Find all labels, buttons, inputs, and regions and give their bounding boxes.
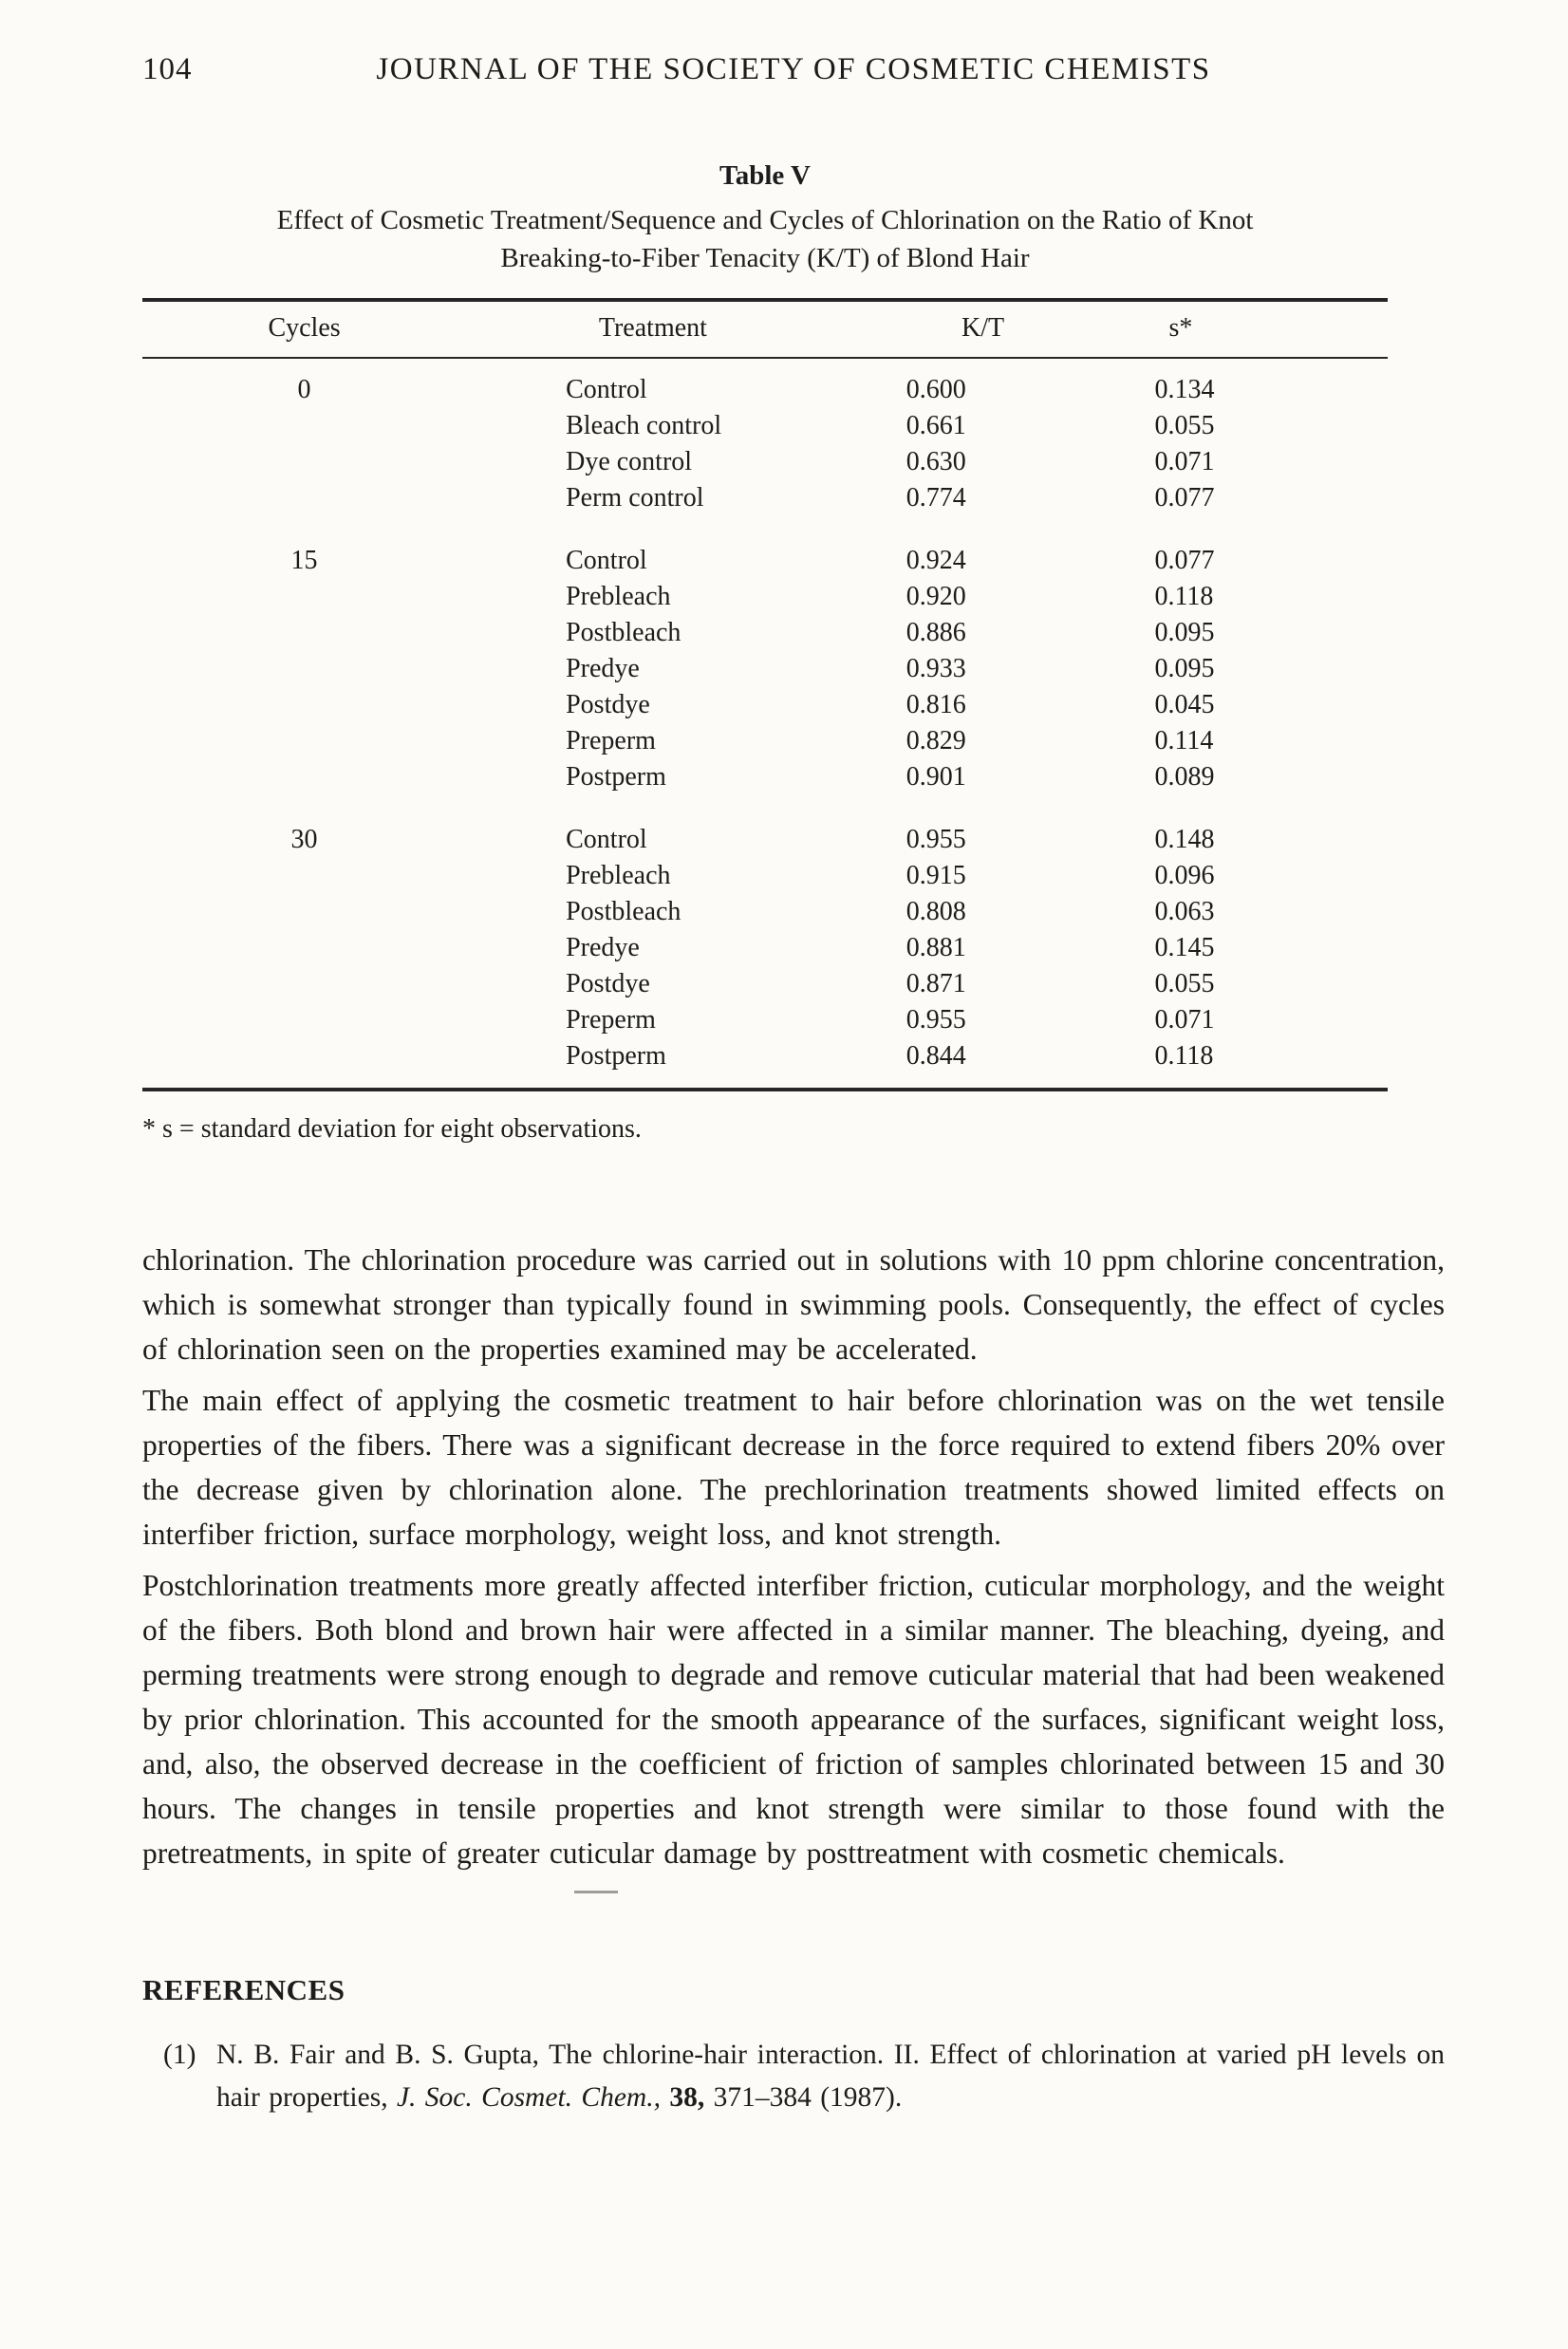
cycles-cell xyxy=(142,1038,466,1090)
s-cell: 0.145 xyxy=(1154,933,1215,962)
treatment-cell: Postbleach xyxy=(566,897,681,926)
table-row xyxy=(142,930,1388,966)
s-cell: 0.071 xyxy=(1154,1005,1215,1035)
s-cell: 0.134 xyxy=(1154,375,1215,404)
treatment-cell: Control xyxy=(566,825,647,854)
table-row xyxy=(142,615,1388,651)
table-row xyxy=(142,795,1388,858)
cycles-cell xyxy=(142,723,466,759)
s-cell: 0.063 xyxy=(1154,897,1215,926)
s-cell: 0.089 xyxy=(1154,762,1215,792)
s-cell: 0.114 xyxy=(1154,726,1214,755)
body-paragraph: chlorination. The chlorination procedure was carried out in solutions with 10 ppm chlorine concentration, which is somewhat stronger than typically found in swimming pools. Consequently, the effect of cycles of chlorination seen on the properties examined may be accelerated. xyxy=(142,1243,1445,1366)
table-row xyxy=(142,858,1388,894)
table-row xyxy=(142,444,1388,480)
table-row xyxy=(142,480,1388,516)
s-cell: 0.077 xyxy=(1154,483,1215,513)
kt-cell: 0.774 xyxy=(905,483,966,513)
results-table-body xyxy=(142,358,1388,1090)
reference-pages-year: 371–384 (1987). xyxy=(713,2082,903,2113)
cycles-cell xyxy=(142,615,466,651)
s-cell: 0.118 xyxy=(1154,582,1214,611)
table-row xyxy=(142,1038,1388,1090)
reference-volume: 38, xyxy=(669,2082,714,2113)
header-row xyxy=(142,300,1388,358)
references-heading: REFERENCES xyxy=(142,1973,345,2006)
s-cell: 0.055 xyxy=(1154,411,1215,440)
table-v-section xyxy=(142,160,1388,1145)
s-cell: 0.045 xyxy=(1154,690,1215,719)
references-section xyxy=(142,1973,1445,2119)
reference-journal-name: J. Soc. Cosmet. Chem., xyxy=(396,2082,670,2113)
table-row xyxy=(142,408,1388,444)
kt-cell: 0.829 xyxy=(905,726,966,755)
kt-cell: 0.901 xyxy=(905,762,966,792)
kt-cell: 0.933 xyxy=(905,654,966,683)
treatment-cell: Predye xyxy=(566,654,640,683)
treatment-cell: Perm control xyxy=(566,483,704,513)
kt-cell: 0.816 xyxy=(905,690,966,719)
results-table-header xyxy=(142,300,1388,358)
column-header-cycles: Cycles xyxy=(268,313,341,343)
kt-cell: 0.955 xyxy=(905,1005,966,1035)
column-header-kt: K/T xyxy=(961,313,1005,343)
treatment-cell: Prebleach xyxy=(566,861,671,890)
table-row xyxy=(142,894,1388,930)
treatment-cell: Preperm xyxy=(566,726,656,755)
table-row xyxy=(142,759,1388,795)
treatment-cell: Prebleach xyxy=(566,582,671,611)
cycles-cell: 30 xyxy=(290,825,318,854)
cycles-cell xyxy=(142,894,466,930)
table-title: Table V xyxy=(719,160,811,191)
table-row xyxy=(142,516,1388,579)
article-body xyxy=(142,1238,1445,1893)
cycles-cell xyxy=(142,687,466,723)
table-caption-line-2: Breaking-to-Fiber Tenacity (K/T) of Blond Hair xyxy=(500,243,1030,273)
s-cell: 0.077 xyxy=(1154,546,1215,575)
kt-cell: 0.886 xyxy=(905,618,966,647)
journal-header-title: JOURNAL OF THE SOCIETY OF COSMETIC CHEMISTS xyxy=(376,52,1211,86)
treatment-cell: Control xyxy=(566,546,647,575)
kt-cell: 0.881 xyxy=(905,933,966,962)
kt-cell: 0.661 xyxy=(905,411,966,440)
treatment-cell: Preperm xyxy=(566,1005,656,1035)
table-row xyxy=(142,358,1388,408)
cycles-cell: 15 xyxy=(290,546,318,575)
cycles-cell xyxy=(142,966,466,1002)
kt-cell: 0.871 xyxy=(905,969,966,998)
cycles-cell xyxy=(142,480,466,516)
table-caption xyxy=(142,201,1388,277)
page-number: 104 xyxy=(142,52,193,86)
table-row xyxy=(142,966,1388,1002)
kt-cell: 0.924 xyxy=(905,546,966,575)
cycles-cell xyxy=(142,579,466,615)
results-table xyxy=(142,298,1388,1091)
kt-cell: 0.920 xyxy=(905,582,966,611)
table-row xyxy=(142,1002,1388,1038)
cycles-cell xyxy=(142,651,466,687)
reference-number: (1) xyxy=(163,2040,196,2070)
table-caption-line-1: Effect of Cosmetic Treatment/Sequence and Cycles of Chlorination on the Ratio of Knot xyxy=(276,205,1254,235)
table-row xyxy=(142,579,1388,615)
running-head xyxy=(142,52,1445,94)
cycles-cell xyxy=(142,408,466,444)
body-paragraph: Postchlorination treatments more greatly affected interfiber friction, cuticular morphology, and the weight of the fibers. Both blond and brown hair were affected in a similar manner. The bleaching, dyeing, and perming treatments were strong enough to degrade and remove cuticular material that had been weakened by prior chlorination. This accounted for the smooth appearance of the surfaces, significant weight loss, and, also, the observed decrease in the coefficient of friction of samples chlorinated between 15 and 30 hours. The changes in tensile properties and knot strength were similar to those found with the pretreatments, in spite of greater cuticular damage by posttreatment with cosmetic chemicals. xyxy=(142,1569,1445,1870)
column-header-s: s* xyxy=(1168,313,1193,343)
s-cell: 0.148 xyxy=(1154,825,1215,854)
treatment-cell: Postperm xyxy=(566,1041,666,1071)
treatment-cell: Postperm xyxy=(566,762,666,792)
body-paragraph: The main effect of applying the cosmetic treatment to hair before chlorination was on the wet tensile properties of the fibers. There was a significant decrease in the force required to extend fibers 20% over the decrease given by chlorination alone. The prechlorination treatments showed limited effects on interfiber friction, surface morphology, weight loss, and knot strength. xyxy=(142,1384,1445,1551)
treatment-cell: Control xyxy=(566,375,647,404)
cycles-cell xyxy=(142,858,466,894)
cycles-cell xyxy=(142,1002,466,1038)
treatment-cell: Dye control xyxy=(566,447,693,476)
s-cell: 0.095 xyxy=(1154,618,1215,647)
kt-cell: 0.844 xyxy=(905,1041,966,1071)
table-row xyxy=(142,651,1388,687)
s-cell: 0.096 xyxy=(1154,861,1215,890)
treatment-cell: Postbleach xyxy=(566,618,681,647)
treatment-cell: Postdye xyxy=(566,690,650,719)
s-cell: 0.055 xyxy=(1154,969,1215,998)
cycles-cell xyxy=(142,444,466,480)
cycles-cell xyxy=(142,759,466,795)
table-row xyxy=(142,687,1388,723)
table-footnote: * s = standard deviation for eight observations. xyxy=(142,1114,642,1144)
cycles-cell: 0 xyxy=(297,375,311,404)
reference-text-pre: N. B. Fair and B. S. Gupta, The chlorine-hair interaction. II. Effect of chlorination at varied pH levels on hair properties, xyxy=(216,2040,1445,2113)
scan-artifact-mark xyxy=(574,1891,618,1893)
kt-cell: 0.955 xyxy=(905,825,966,854)
treatment-cell: Predye xyxy=(566,933,640,962)
treatment-cell: Postdye xyxy=(566,969,650,998)
kt-cell: 0.808 xyxy=(905,897,966,926)
table-row xyxy=(142,723,1388,759)
cycles-cell xyxy=(142,930,466,966)
kt-cell: 0.630 xyxy=(905,447,966,476)
kt-cell: 0.600 xyxy=(905,375,966,404)
s-cell: 0.095 xyxy=(1154,654,1215,683)
reference-item xyxy=(142,2034,1445,2119)
treatment-cell: Bleach control xyxy=(566,411,722,440)
kt-cell: 0.915 xyxy=(905,861,966,890)
s-cell: 0.071 xyxy=(1154,447,1215,476)
column-header-treatment: Treatment xyxy=(598,313,707,343)
s-cell: 0.118 xyxy=(1154,1041,1214,1071)
